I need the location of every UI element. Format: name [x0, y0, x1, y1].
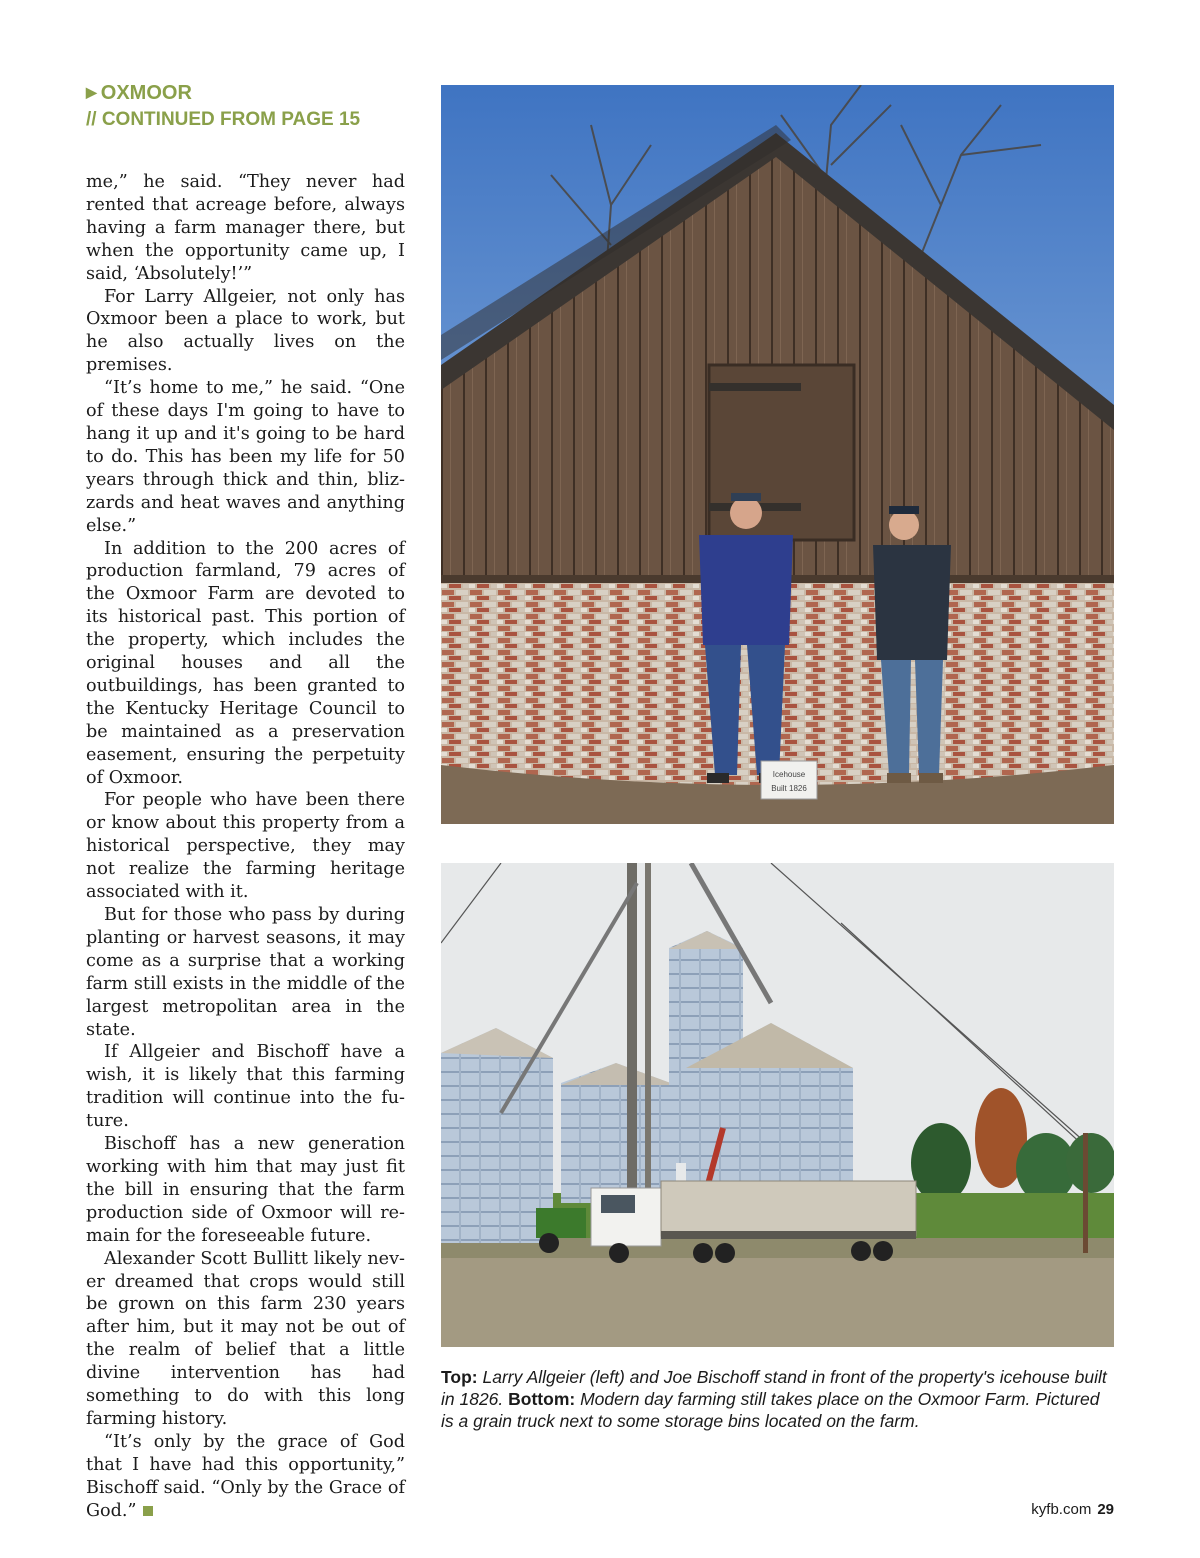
photo-caption [441, 1366, 1114, 1432]
grain-bins-illustration [441, 863, 1114, 1347]
paragraph: For people who have been there or know about this property from a historical perspective, they may not realize the farming heritage associated with it. [86, 790, 405, 903]
paragraph: “It’s home to me,” he said. “One of these days I'm going to have to hang it up and it's going to be hard to do. This has been my life for 50 years through thick and thin, blizzards and heat waves and anything else.” [86, 378, 405, 536]
caption-bottom-text: Modern day farming still takes place on the Oxmoor Farm. Pictured is a grain truck next to some storage bins located on the farm. [441, 1389, 1100, 1431]
paragraph-last [86, 1431, 405, 1523]
paragraph: me,” he said. “They never had rented that acreage before, always having a farm manager there, but when the opportunity came up, I said, ‘Absolutely!’” [86, 172, 405, 284]
caption-top-text: Larry Allgeier (left) and Joe Bischoff stand in front of the property's icehouse built in 1826. [441, 1367, 1107, 1409]
article-body [86, 171, 405, 1522]
paragraph: If Allgeier and Bischoff have a wish, it is likely that this farming tradition will continue into the future. [86, 1042, 405, 1132]
paragraph: In addition to the 200 acres of production farmland, 79 acres of the Oxmoor Farm are devoted to its historical past. This portion of the property, which includes the original houses and all the outbuildings, has been granted to the Kentucky Heritage Council to be maintained as a preservation easement, ensuring the perpetuity of Oxmoor. [86, 538, 405, 788]
triangle-right-icon: ▶ [86, 84, 97, 100]
sign-line-2: Built 1826 [771, 784, 807, 793]
paragraph: For Larry Allgeier, not only has Oxmoor been a place to work, but he also actually lives on the premises. [86, 286, 405, 376]
paragraph-last-text: “It’s only by the grace of God that I have had this opportunity,” Bischoff said. “Only by the Grace of God.” [86, 1431, 405, 1521]
footer-site: kyfb.com [1031, 1501, 1092, 1518]
section-kicker [86, 80, 192, 105]
icehouse-photo [441, 85, 1114, 824]
page-number: 29 [1097, 1501, 1114, 1518]
caption-top-label: Top: [441, 1367, 478, 1387]
section-title: OXMOOR [100, 82, 192, 104]
paragraph: Bischoff has a new generation working with him that may just fit the bill in ensuring that the farm production side of Oxmoor will remain for the foreseeable future. [86, 1134, 405, 1246]
page-footer [1031, 1501, 1114, 1518]
end-mark-icon [143, 1506, 153, 1516]
paragraph: But for those who pass by during planting or harvest seasons, it may come as a surprise that a working farm still exists in the middle of the largest metropolitan area in the state. [86, 905, 405, 1040]
icehouse-illustration [441, 85, 1114, 824]
sign-line-1: Icehouse [772, 770, 806, 779]
grain-bins-photo [441, 863, 1114, 1347]
paragraph: Alexander Scott Bullitt likely never dreamed that crops would still be grown on this farm 230 years after him, but it may not be out of the realm of belief that a little divine intervention has had something to do with this long farming history. [86, 1248, 405, 1429]
caption-bottom-label: Bottom: [508, 1389, 576, 1409]
continued-from: // CONTINUED FROM PAGE 15 [86, 109, 361, 130]
